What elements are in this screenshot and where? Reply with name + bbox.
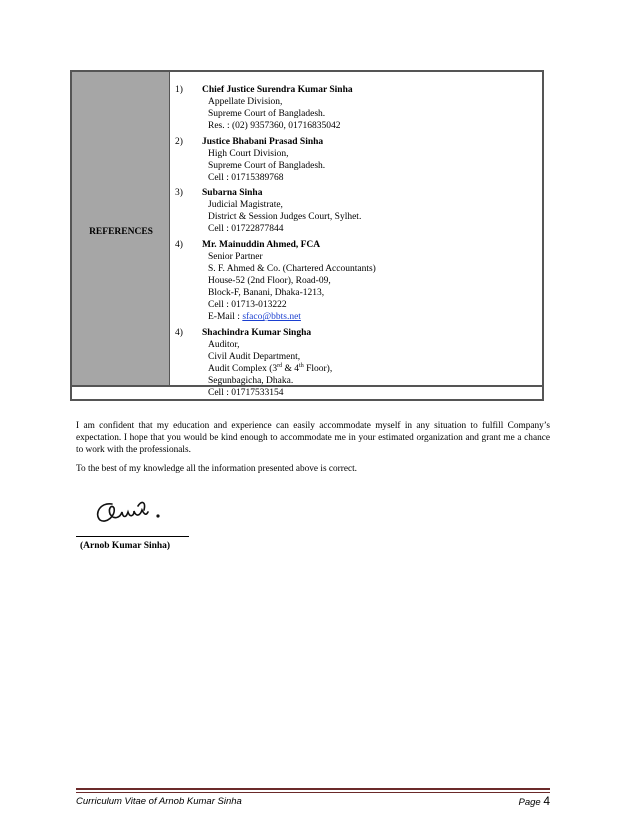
reference-name: Subarna Sinha (202, 188, 263, 199)
reference-line: Judicial Magistrate, (208, 200, 283, 211)
reference-line: High Court Division, (208, 148, 289, 159)
ordinal-suffix: th (299, 362, 304, 369)
references-list (175, 84, 535, 402)
reference-number: 3) (175, 188, 183, 199)
reference-line: Civil Audit Department, (208, 351, 301, 362)
reference-line: Cell : 01715389768 (208, 172, 284, 183)
reference-number: 1) (175, 85, 183, 95)
reference-line: S. F. Ahmed & Co. (Chartered Accountants) (208, 263, 376, 274)
signer-name: (Arnob Kumar Sinha) (80, 541, 171, 551)
reference-line: Cell : 01713-013222 (208, 300, 287, 311)
reference-line: District & Session Judges Court, Sylhet. (208, 212, 362, 223)
reference-line: Senior Partner (208, 251, 263, 262)
reference-item (175, 239, 535, 324)
reference-line: Cell : 01717533154 (208, 388, 284, 398)
page-number: 4 (543, 794, 550, 808)
footer-title: Curriculum Vitae of Arnob Kumar Sinha (76, 796, 242, 807)
signature-image (90, 496, 170, 532)
address-part: Audit Complex (3 (208, 363, 278, 374)
email-label: E-Mail : (208, 312, 243, 323)
reference-number: 2) (175, 136, 183, 147)
reference-name: Chief Justice Surendra Kumar Sinha (202, 85, 353, 95)
references-label: REFERENCES (89, 227, 153, 237)
reference-name: Mr. Mainuddin Ahmed, FCA (202, 239, 321, 250)
reference-line: Appellate Division, (208, 97, 283, 108)
email-link[interactable]: sfaco@bbts.net (242, 312, 301, 323)
reference-line: Supreme Court of Bangladesh. (208, 160, 326, 171)
footer-rule (76, 788, 550, 790)
signature-line (76, 536, 189, 537)
reference-address-line (202, 363, 535, 375)
statement-paragraph: I am confident that my education and experience can easily accommodate myself in any situation to fulfill Company’s expectation. I hope that you would be kind enough to accommodate me in your estimated organization and grant me a chance to work with the professionals. (76, 421, 550, 456)
reference-item (175, 84, 535, 132)
reference-item (175, 136, 535, 184)
reference-line: Res. : (02) 9357360, 01716835042 (208, 121, 341, 132)
ordinal-suffix: rd (277, 362, 283, 369)
references-table (70, 70, 544, 401)
reference-item (175, 187, 535, 235)
address-part: & 4 (282, 363, 300, 374)
footer-rule (76, 792, 550, 793)
address-part: Floor), (303, 363, 333, 374)
reference-line: Auditor, (208, 339, 240, 350)
page-indicator (518, 794, 550, 808)
reference-email-line (202, 311, 535, 323)
reference-line: House-52 (2nd Floor), Road-09, (208, 275, 331, 286)
page-label: Page (518, 797, 544, 808)
reference-number: 4) (175, 239, 183, 250)
reference-name: Justice Bhabani Prasad Sinha (202, 136, 324, 147)
references-label-cell (72, 72, 170, 385)
reference-line: Cell : 01722877844 (208, 224, 284, 235)
reference-line: Segunbagicha, Dhaka. (208, 375, 294, 386)
reference-item (175, 327, 535, 400)
declaration-paragraph: To the best of my knowledge all the information presented above is correct. (76, 464, 358, 474)
reference-line: Supreme Court of Bangladesh. (208, 109, 326, 120)
reference-line: Block-F, Banani, Dhaka-1213, (208, 288, 325, 299)
reference-name: Shachindra Kumar Singha (202, 327, 312, 338)
reference-number: 4) (175, 327, 183, 338)
